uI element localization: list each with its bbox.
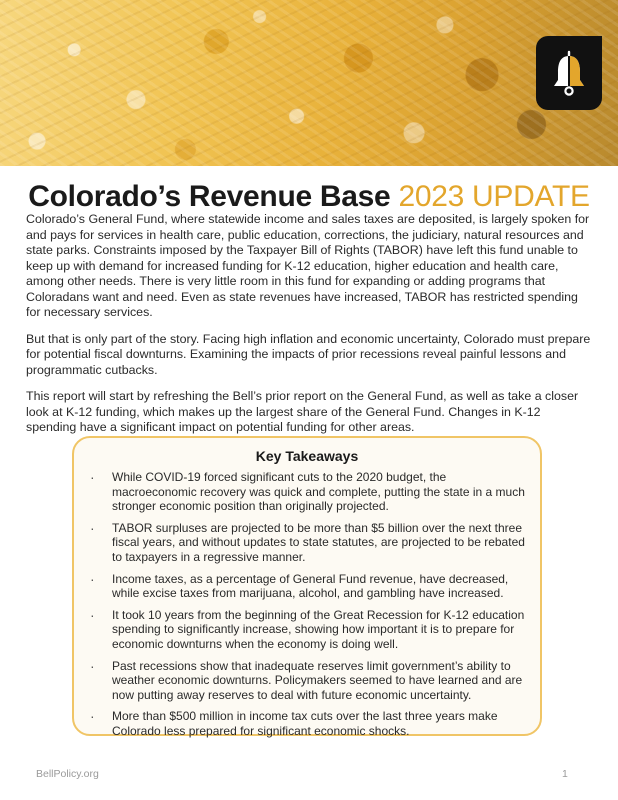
page-number: 1 bbox=[562, 768, 568, 780]
hero-texture bbox=[0, 0, 618, 166]
bell-logo bbox=[536, 36, 602, 110]
list-item: · Past recessions show that inadequate reserves limit government’s ability to weather economic downturns. Policymakers seemed to have learned and are now putting away reserves to deal with future economic uncertainty. bbox=[86, 659, 526, 703]
intro-text bbox=[26, 212, 594, 447]
paragraph: This report will start by refreshing the Bell’s prior report on the General Fund, as well as take a closer look at K-12 funding, which makes up the largest share of the General Fund. Changes in K-12 spending have a significant impact on potential funding for other areas. bbox=[26, 389, 579, 434]
paragraph: But that is only part of the story. Facing high inflation and economic uncertainty, Colorado must prepare for potential fiscal downturns. Examining the impacts of prior recessions reveal painful lessons and programmatic cutbacks. bbox=[26, 331, 591, 377]
list-item: · It took 10 years from the beginning of the Great Recession for K-12 education spending to significantly increase, showing how important it is to prepare for economic downturns when the economy is doing well. bbox=[86, 608, 526, 652]
hero-image bbox=[0, 0, 618, 166]
list-item: · While COVID-19 forced significant cuts to the 2020 budget, the macroeconomic recovery was quick and complete, putting the state in a much stronger economic position than originally projected. bbox=[86, 470, 526, 514]
list-item: · More than $500 million in income tax cuts over the last three years make Colorado less prepared for significant economic shocks. bbox=[86, 709, 526, 738]
paragraph: Colorado’s General Fund, where statewide income and sales taxes are deposited, is largely spoken for and pays for services in health care, public education, corrections, the judiciary, natural resources and state parks. Constraints imposed by the Taxpayer Bill of Rights (TABOR) have left this fund unable to keep up with demand for increased funding for K-12 education, higher education and health care, among other needs. There is very little room in this fund for expanding or adding programs that Coloradans want and need. Even as state revenues have increased, TABOR has restricted spending for necessary services. bbox=[26, 212, 590, 319]
bell-icon bbox=[550, 49, 588, 97]
title-subtitle: 2023 UPDATE bbox=[398, 180, 590, 213]
list-item: · TABOR surpluses are projected to be more than $5 billion over the next three fiscal years, and without updates to state statutes, are projected to be rebated to taxpayers in a regressive manner. bbox=[86, 521, 526, 565]
key-takeaways-box bbox=[72, 436, 542, 736]
key-takeaways-title: Key Takeaways bbox=[255, 448, 359, 464]
list-item: · Income taxes, as a percentage of General Fund revenue, have decreased, while excise taxes from marijuana, alcohol, and gambling have increased. bbox=[86, 572, 526, 601]
key-takeaways-list bbox=[74, 470, 540, 739]
title-main: Colorado’s Revenue Base bbox=[28, 180, 391, 213]
page-title bbox=[0, 180, 618, 214]
footer-site-link[interactable]: BellPolicy.org bbox=[36, 768, 99, 780]
